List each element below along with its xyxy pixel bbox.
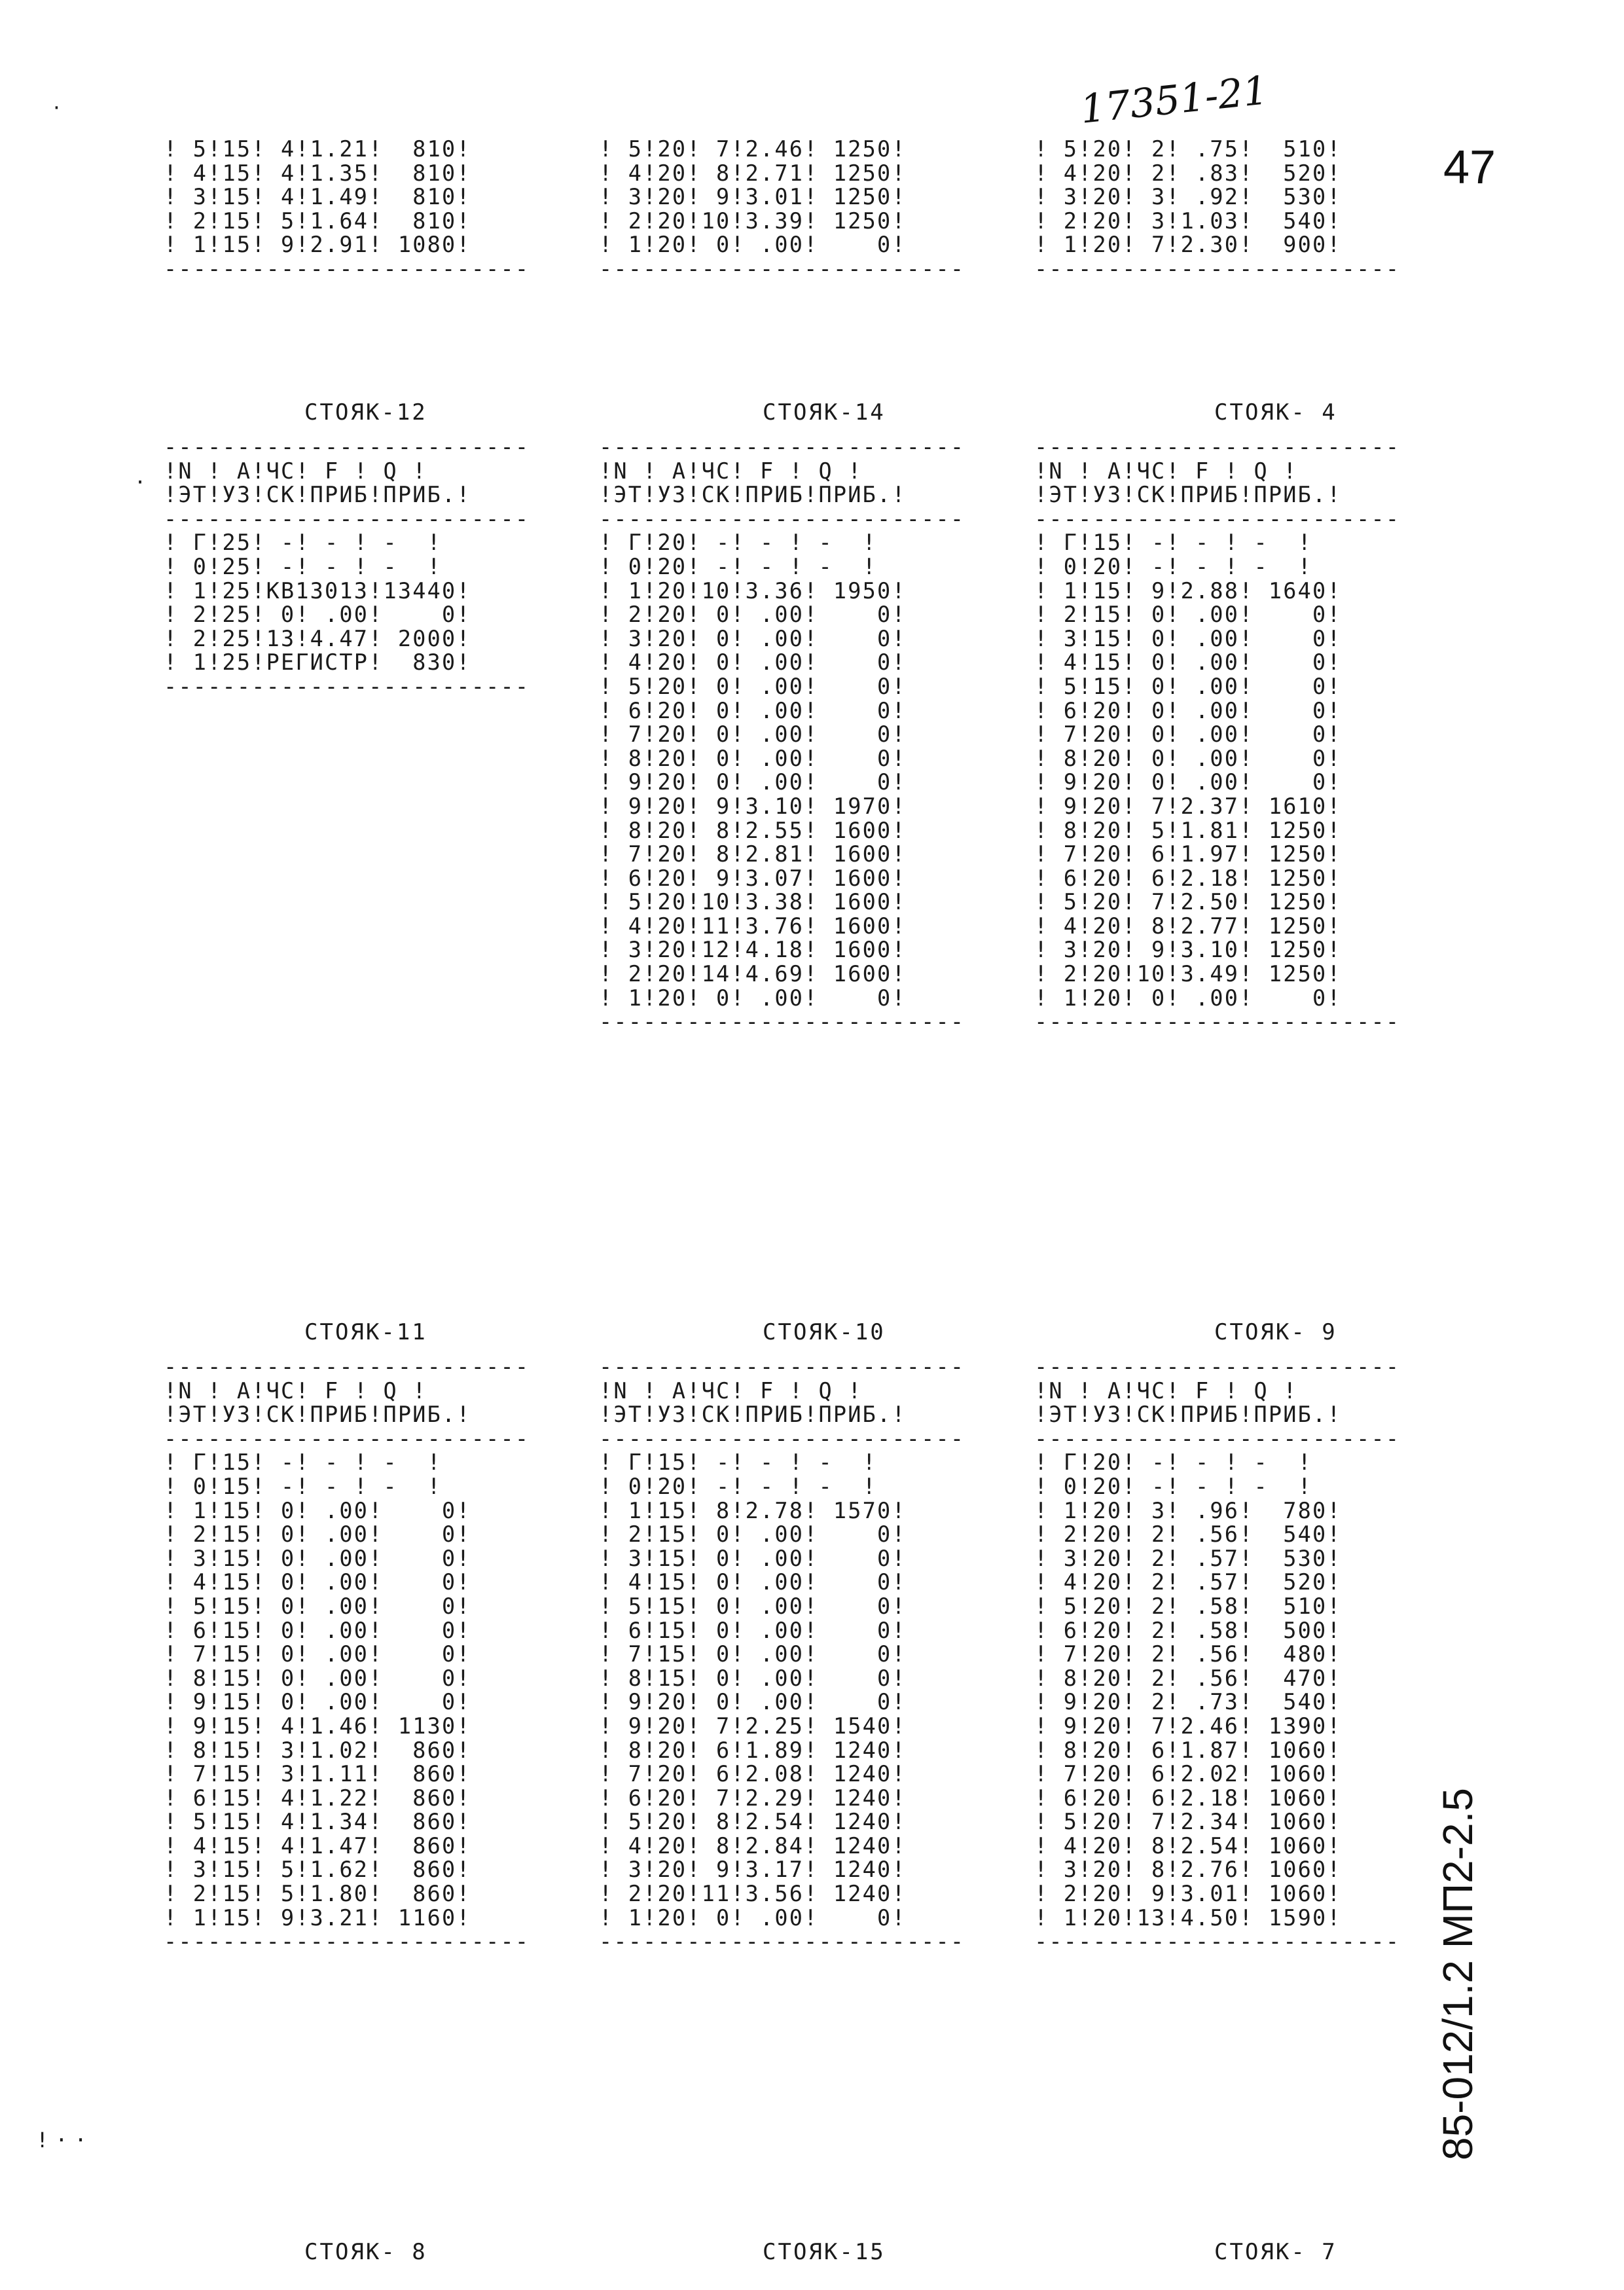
scan-speck: · (51, 97, 62, 118)
table-stoyak-4: ------------------------- !N ! A!ЧС! F ! Q ! !ЭТ!УЗ!СК!ПРИБ!ПРИБ.! ------------------------- ! Г!15! -! - ! - ! ! 0!20! -! - ! - ! ! 1!15! 9!2.88! 1640! ! 2!15! 0! .00! 0! ! 3!15! 0! .00! 0! ! 4!15! 0! .00! 0! ! 5!15! 0! .00! 0! ! 6!20! 0! .00! 0! ! 7!20! 0! .00! 0! ! 8!20! 0! .00! 0! ! 9!20! 0! .00! 0! ! 9!20! 7!2.37! 1610! ! 8!20! 5!1.81! 1250! ! 7!20! 6!1.97! 1250! ! 6!20! 6!2.18! 1250! ! 5!20! 7!2.50! 1250! ! 4!20! 8!2.77! 1250! ! 3!20! 9!3.10! 1250! ! 2!20!10!3.49! 1250! ! 1!20! 0! .00! 0! ------------------------- (1034, 434, 1401, 1035)
top-table-right: ! 5!20! 2! .75! 510! ! 4!20! 2! .83! 520! ! 3!20! 3! .92! 530! ! 2!20! 3!1.03! 540! ! 1!20! 7!2.30! 900! ------------------------- (1034, 136, 1401, 282)
top-table-left: ! 5!15! 4!1.21! 810! ! 4!15! 4!1.35! 810! ! 3!15! 4!1.49! 810! ! 2!15! 5!1.64! 810! ! 1!15! 9!2.91! 1080! ------------------------- (164, 136, 530, 282)
table-stoyak-14: ------------------------- !N ! A!ЧС! F ! Q ! !ЭТ!УЗ!СК!ПРИБ!ПРИБ.! ------------------------- ! Г!20! -! - ! - ! ! 0!20! -! - ! - ! ! 1!20!10!3.36! 1950! ! 2!20! 0! .00! 0! ! 3!20! 0! .00! 0! ! 4!20! 0! .00! 0! ! 5!20! 0! .00! 0! ! 6!20! 0! .00! 0! ! 7!20! 0! .00! 0! ! 8!20! 0! .00! 0! ! 9!20! 0! .00! 0! ! 9!20! 9!3.10! 1970! ! 8!20! 8!2.55! 1600! ! 7!20! 8!2.81! 1600! ! 6!20! 9!3.07! 1600! ! 5!20!10!3.38! 1600! ! 4!20!11!3.76! 1600! ! 3!20!12!4.18! 1600! ! 2!20!14!4.69! 1600! ! 1!20! 0! .00! 0! ------------------------- (599, 434, 965, 1035)
table-title-stoyak-4: СТОЯК- 4 (1214, 399, 1337, 426)
handwritten-page-number: 47 (1443, 141, 1496, 194)
table-title-stoyak-12: СТОЯК-12 (304, 399, 427, 426)
table-title-stoyak-15: СТОЯК-15 (763, 2239, 886, 2265)
table-title-stoyak-9: СТОЯК- 9 (1214, 1319, 1337, 1345)
handwritten-reference: 17351-21 (1078, 67, 1271, 133)
top-table-middle: ! 5!20! 7!2.46! 1250! ! 4!20! 8!2.71! 1250! ! 3!20! 9!3.01! 1250! ! 2!20!10!3.39! 1250! ! 1!20! 0! .00! 0! ------------------------- (599, 136, 965, 282)
scan-speck: · (134, 471, 147, 494)
table-title-stoyak-10: СТОЯК-10 (763, 1319, 886, 1345)
table-title-stoyak-8: СТОЯК- 8 (304, 2239, 427, 2265)
table-title-stoyak-7: СТОЯК- 7 (1214, 2239, 1337, 2265)
table-stoyak-10: ------------------------- !N ! A!ЧС! F ! Q ! !ЭТ!УЗ!СК!ПРИБ!ПРИБ.! ------------------------- ! Г!15! -! - ! - ! ! 0!20! -! - ! - ! ! 1!15! 8!2.78! 1570! ! 2!15! 0! .00! 0! ! 3!15! 0! .00! 0! ! 4!15! 0! .00! 0! ! 5!15! 0! .00! 0! ! 6!15! 0! .00! 0! ! 7!15! 0! .00! 0! ! 8!15! 0! .00! 0! ! 9!20! 0! .00! 0! ! 9!20! 7!2.25! 1540! ! 8!20! 6!1.89! 1240! ! 7!20! 6!2.08! 1240! ! 6!20! 7!2.29! 1240! ! 5!20! 8!2.54! 1240! ! 4!20! 8!2.84! 1240! ! 3!20! 9!3.17! 1240! ! 2!20!11!3.56! 1240! ! 1!20! 0! .00! 0! ------------------------- (599, 1354, 965, 1955)
margin-tick-marks: !·· (36, 2128, 94, 2153)
table-stoyak-11: ------------------------- !N ! A!ЧС! F ! Q ! !ЭТ!УЗ!СК!ПРИБ!ПРИБ.! ------------------------- ! Г!15! -! - ! - ! ! 0!15! -! - ! - ! ! 1!15! 0! .00! 0! ! 2!15! 0! .00! 0! ! 3!15! 0! .00! 0! ! 4!15! 0! .00! 0! ! 5!15! 0! .00! 0! ! 6!15! 0! .00! 0! ! 7!15! 0! .00! 0! ! 8!15! 0! .00! 0! ! 9!15! 0! .00! 0! ! 9!15! 4!1.46! 1130! ! 8!15! 3!1.02! 860! ! 7!15! 3!1.11! 860! ! 6!15! 4!1.22! 860! ! 5!15! 4!1.34! 860! ! 4!15! 4!1.47! 860! ! 3!15! 5!1.62! 860! ! 2!15! 5!1.80! 860! ! 1!15! 9!3.21! 1160! ------------------------- (164, 1354, 530, 1955)
table-stoyak-9: ------------------------- !N ! A!ЧС! F ! Q ! !ЭТ!УЗ!СК!ПРИБ!ПРИБ.! ------------------------- ! Г!20! -! - ! - ! ! 0!20! -! - ! - ! ! 1!20! 3! .96! 780! ! 2!20! 2! .56! 540! ! 3!20! 2! .57! 530! ! 4!20! 2! .57! 520! ! 5!20! 2! .58! 510! ! 6!20! 2! .58! 500! ! 7!20! 2! .56! 480! ! 8!20! 2! .56! 470! ! 9!20! 2! .73! 540! ! 9!20! 7!2.46! 1390! ! 8!20! 6!1.87! 1060! ! 7!20! 6!2.02! 1060! ! 6!20! 6!2.18! 1060! ! 5!20! 7!2.34! 1060! ! 4!20! 8!2.54! 1060! ! 3!20! 8!2.76! 1060! ! 2!20! 9!3.01! 1060! ! 1!20!13!4.50! 1590! ------------------------- (1034, 1354, 1401, 1955)
table-title-stoyak-11: СТОЯК-11 (304, 1319, 427, 1345)
handwritten-document-code: 85-012/1.2 МП2-2.5 (1434, 1788, 1481, 2160)
table-stoyak-12: ------------------------- !N ! A!ЧС! F ! Q ! !ЭТ!УЗ!СК!ПРИБ!ПРИБ.! ------------------------- ! Г!25! -! - ! - ! ! 0!25! -! - ! - ! ! 1!25!КВ13013!13440! ! 2!25! 0! .00! 0! ! 2!25!13!4.47! 2000! ! 1!25!РЕГИСТР! 830! ------------------------- (164, 434, 530, 699)
table-title-stoyak-14: СТОЯК-14 (763, 399, 886, 426)
